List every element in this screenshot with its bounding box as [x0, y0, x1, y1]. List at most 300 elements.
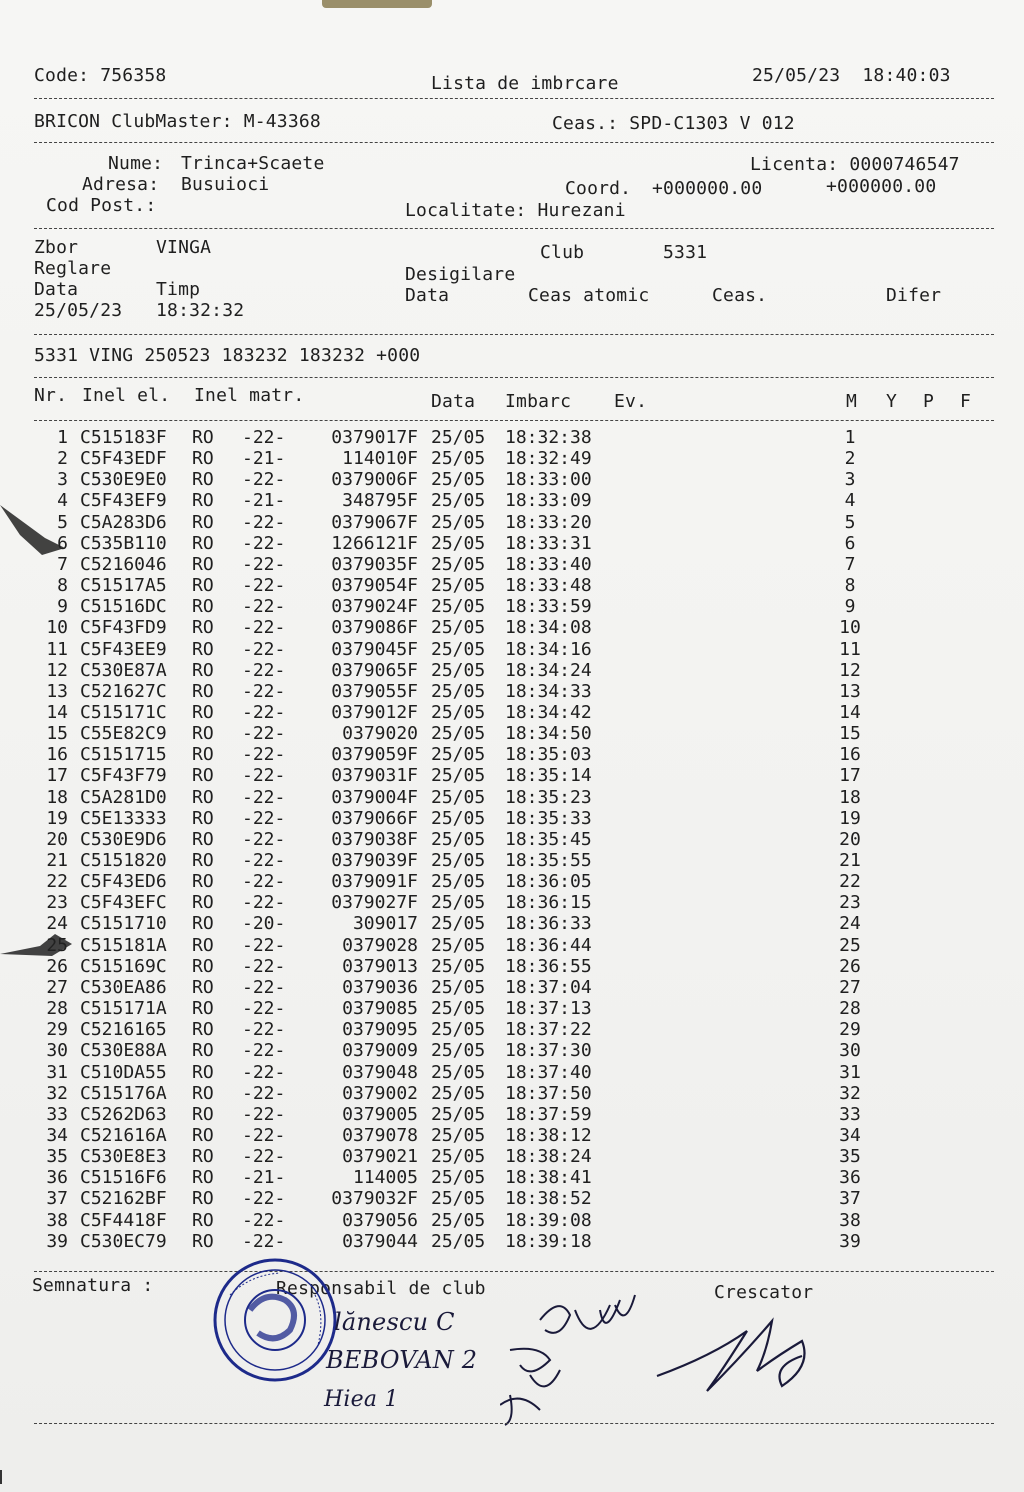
club-responsible-label: Responsabil de club [276, 1278, 486, 1299]
ring-el: C5216165 [80, 1019, 167, 1041]
rank-m: 23 [839, 892, 861, 914]
table-row [0, 808, 1024, 829]
ring-year: -22- [242, 427, 286, 448]
ring-country: RO [192, 913, 214, 935]
row-nr: 13 [46, 680, 68, 702]
row-nr: 22 [46, 871, 68, 893]
row-nr: 39 [46, 1230, 68, 1252]
ring-matr: 0379032F [331, 1188, 418, 1210]
table-row [0, 1125, 1024, 1146]
ring-matr: 0379002 [342, 1082, 418, 1104]
arrival-time: 18:34:08 [505, 617, 592, 639]
ring-country: RO [192, 553, 214, 575]
ring-year: -22- [242, 617, 286, 639]
table-row [0, 427, 1024, 448]
ring-matr: 0379021 [342, 1146, 418, 1168]
ring-matr: 0379036 [342, 976, 418, 998]
ring-matr: 0379020 [342, 723, 418, 745]
arrival-time: 18:37:04 [505, 976, 592, 998]
ring-country: RO [192, 892, 214, 914]
ring-country: RO [192, 701, 214, 723]
table-row [0, 829, 1024, 850]
col-nr: Nr. [34, 385, 68, 406]
ring-matr: 348795F [342, 490, 418, 512]
arrival-date: 25/05 [431, 807, 486, 829]
rank-m: 12 [839, 659, 861, 681]
arrival-time: 18:33:59 [505, 596, 592, 618]
ring-country: RO [192, 1082, 214, 1104]
arrival-time: 18:36:15 [505, 892, 592, 914]
ink-mark-icon [0, 500, 70, 560]
ring-matr: 0379005 [342, 1103, 418, 1125]
arrival-time: 18:33:48 [505, 575, 592, 597]
col-inel-el: Inel el. [82, 385, 171, 406]
ring-year: -22- [242, 680, 286, 702]
rank-m: 29 [839, 1019, 861, 1041]
rank-m: 28 [839, 998, 861, 1020]
ring-el: C51517A5 [80, 575, 167, 597]
row-nr: 5 [57, 511, 68, 533]
ring-matr: 0379012F [331, 701, 418, 723]
table-row [0, 533, 1024, 554]
reglare-time: 18:32:32 [156, 300, 245, 321]
device-label: BRICON ClubMaster: M-43368 [34, 111, 321, 132]
arrival-date: 25/05 [431, 765, 486, 787]
rank-m: 4 [844, 490, 856, 512]
ring-matr: 0379054F [331, 575, 418, 597]
arrival-date: 25/05 [431, 1019, 486, 1041]
ring-country: RO [192, 511, 214, 533]
timp-label: Timp [156, 279, 201, 300]
ring-year: -22- [242, 1209, 286, 1231]
divider [34, 98, 994, 99]
ring-country: RO [192, 638, 214, 660]
coord-x: +000000.00 [652, 178, 763, 199]
rank-m: 3 [844, 469, 856, 491]
arrival-date: 25/05 [431, 596, 486, 618]
rank-m: 11 [839, 638, 861, 660]
arrival-time: 18:34:42 [505, 701, 592, 723]
breeder-signature-icon [652, 1296, 822, 1406]
rank-m: 32 [839, 1082, 861, 1104]
rank-m: 2 [844, 448, 856, 470]
ring-el: C51516F6 [80, 1167, 167, 1189]
table-row [0, 744, 1024, 765]
paper-clip-edge [322, 0, 432, 8]
rank-m: 5 [844, 511, 856, 533]
row-nr: 30 [46, 1040, 68, 1062]
ring-country: RO [192, 1019, 214, 1041]
arrival-date: 25/05 [431, 976, 486, 998]
table-row [0, 1083, 1024, 1104]
arrival-date: 25/05 [431, 511, 486, 533]
rank-m: 38 [839, 1209, 861, 1231]
ring-el: C515171A [80, 998, 167, 1020]
ring-matr: 0379048 [342, 1061, 418, 1083]
arrival-time: 18:36:33 [505, 913, 592, 935]
clock-label: Ceas.: SPD-C1303 V 012 [552, 113, 795, 134]
table-row [0, 871, 1024, 892]
row-nr: 14 [46, 701, 68, 723]
ring-year: -22- [242, 1124, 286, 1146]
owner-name: Trinca+Scaete [181, 153, 325, 174]
arrival-date: 25/05 [431, 1124, 486, 1146]
ring-country: RO [192, 448, 214, 470]
col-p: P [923, 391, 935, 412]
arrival-date: 25/05 [431, 723, 486, 745]
arrival-time: 18:37:40 [505, 1061, 592, 1083]
ring-el: C5A283D6 [80, 511, 167, 533]
table-row [0, 596, 1024, 617]
arrival-date: 25/05 [431, 701, 486, 723]
ring-country: RO [192, 1167, 214, 1189]
arrival-time: 18:33:20 [505, 511, 592, 533]
row-nr: 24 [46, 913, 68, 935]
ring-year: -22- [242, 786, 286, 808]
arrival-time: 18:34:16 [505, 638, 592, 660]
arrival-date: 25/05 [431, 427, 486, 448]
table-row [0, 1188, 1024, 1209]
arrival-date: 25/05 [431, 998, 486, 1020]
table-row [0, 913, 1024, 934]
ceas-label: Ceas. [712, 285, 768, 306]
arrival-date: 25/05 [431, 1209, 486, 1231]
ring-year: -22- [242, 1103, 286, 1125]
rank-m: 39 [839, 1230, 861, 1252]
rank-m: 9 [844, 596, 856, 618]
ring-year: -22- [242, 511, 286, 533]
ring-matr: 0379009 [342, 1040, 418, 1062]
arrival-time: 18:35:14 [505, 765, 592, 787]
handwritten-name-3: Hiea 1 [324, 1387, 399, 1412]
license-number: Licenta: 0000746547 [750, 154, 960, 175]
ring-year: -22- [242, 596, 286, 618]
table-row [0, 1019, 1024, 1040]
arrival-date: 25/05 [431, 553, 486, 575]
row-nr: 18 [46, 786, 68, 808]
club-label: Club [540, 242, 585, 263]
arrival-date: 25/05 [431, 680, 486, 702]
coord-label: Coord. [565, 178, 632, 199]
ring-matr: 0379044 [342, 1230, 418, 1252]
ring-matr: 0379055F [331, 680, 418, 702]
data-label: Data [34, 279, 79, 300]
ring-matr: 0379095 [342, 1019, 418, 1041]
ring-matr: 0379059F [331, 744, 418, 766]
ring-matr: 0379065F [331, 659, 418, 681]
ring-country: RO [192, 850, 214, 871]
ring-el: C515171C [80, 701, 167, 723]
ring-matr: 0379017F [331, 427, 418, 448]
col-y: Y [886, 391, 898, 412]
row-nr: 36 [46, 1167, 68, 1189]
ring-el: C515176A [80, 1082, 167, 1104]
arrival-date: 25/05 [431, 913, 486, 935]
table-row [0, 554, 1024, 575]
ring-el: C5F4418F [80, 1209, 167, 1231]
ring-el: C5151710 [80, 913, 167, 935]
ring-country: RO [192, 828, 214, 850]
print-datetime: 25/05/23 18:40:03 [752, 65, 951, 86]
ring-matr: 114010F [342, 448, 418, 470]
divider [34, 228, 994, 229]
club-signatures-icon [500, 1290, 650, 1430]
arrival-date: 25/05 [431, 1103, 486, 1125]
ring-year: -22- [242, 1230, 286, 1252]
col-data: Data [431, 391, 476, 412]
table-row [0, 1210, 1024, 1231]
ring-country: RO [192, 807, 214, 829]
ring-country: RO [192, 1230, 214, 1252]
arrival-time: 18:35:55 [505, 850, 592, 871]
ring-el: C515183F [80, 427, 167, 448]
table-row [0, 935, 1024, 956]
table-row [0, 490, 1024, 511]
arrival-time: 18:38:52 [505, 1188, 592, 1210]
ring-country: RO [192, 744, 214, 766]
rank-m: 30 [839, 1040, 861, 1062]
table-row [0, 1040, 1024, 1061]
ring-country: RO [192, 998, 214, 1020]
row-nr: 17 [46, 765, 68, 787]
name-label: Nume: [108, 153, 164, 174]
arrival-time: 18:34:50 [505, 723, 592, 745]
arrival-time: 18:37:30 [505, 1040, 592, 1062]
ring-country: RO [192, 617, 214, 639]
table-row [0, 660, 1024, 681]
table-row [0, 448, 1024, 469]
row-nr: 2 [57, 448, 68, 470]
ring-matr: 0379006F [331, 469, 418, 491]
table-row [0, 977, 1024, 998]
table-row [0, 787, 1024, 808]
ring-year: -22- [242, 1019, 286, 1041]
ring-el: C5151820 [80, 850, 167, 871]
rank-m: 21 [839, 850, 861, 871]
ring-country: RO [192, 871, 214, 893]
arrival-date: 25/05 [431, 1188, 486, 1210]
rank-m: 13 [839, 680, 861, 702]
rank-m: 31 [839, 1061, 861, 1083]
ring-el: C5F43FD9 [80, 617, 167, 639]
row-nr: 8 [57, 575, 68, 597]
table-row [0, 681, 1024, 702]
ring-matr: 0379024F [331, 596, 418, 618]
ring-el: C515169C [80, 955, 167, 977]
rank-m: 25 [839, 934, 861, 956]
row-nr: 31 [46, 1061, 68, 1083]
ring-country: RO [192, 532, 214, 554]
arrival-date: 25/05 [431, 934, 486, 956]
ring-el: C5151715 [80, 744, 167, 766]
arrival-date: 25/05 [431, 892, 486, 914]
arrival-time: 18:39:18 [505, 1230, 592, 1252]
row-nr: 21 [46, 850, 68, 871]
ring-el: C5F43EFC [80, 892, 167, 914]
arrival-date: 25/05 [431, 1167, 486, 1189]
ring-year: -22- [242, 976, 286, 998]
ring-matr: 0379067F [331, 511, 418, 533]
ring-el: C530E9E0 [80, 469, 167, 491]
ring-el: C530EC79 [80, 1230, 167, 1252]
rank-m: 18 [839, 786, 861, 808]
arrival-date: 25/05 [431, 448, 486, 470]
ring-year: -21- [242, 490, 286, 512]
flight-name: VINGA [156, 237, 212, 258]
arrival-time: 18:36:44 [505, 934, 592, 956]
row-nr: 7 [57, 553, 68, 575]
col-imbarc: Imbarc [505, 391, 572, 412]
coord-y: +000000.00 [826, 176, 937, 197]
ring-el: C530E9D6 [80, 828, 167, 850]
arrival-time: 18:36:05 [505, 871, 592, 893]
ring-matr: 0379085 [342, 998, 418, 1020]
ring-matr: 0379086F [331, 617, 418, 639]
arrival-date: 25/05 [431, 955, 486, 977]
arrival-time: 18:33:31 [505, 532, 592, 554]
ring-matr: 0379056 [342, 1209, 418, 1231]
ring-matr: 1266121F [331, 532, 418, 554]
row-nr: 9 [57, 596, 68, 618]
rank-m: 24 [839, 913, 861, 935]
ring-matr: 0379004F [331, 786, 418, 808]
table-row [0, 702, 1024, 723]
ring-el: C530E87A [80, 659, 167, 681]
arrival-date: 25/05 [431, 638, 486, 660]
desigilare-label: Desigilare [405, 264, 516, 285]
arrival-time: 18:35:23 [505, 786, 592, 808]
table-row [0, 1062, 1024, 1083]
row-nr: 19 [46, 807, 68, 829]
ring-el: C515181A [80, 934, 167, 956]
ceas-atomic-label: Ceas atomic [528, 285, 650, 306]
ring-country: RO [192, 659, 214, 681]
owner-address: Busuioci [181, 174, 270, 195]
ring-country: RO [192, 427, 214, 448]
arrival-date: 25/05 [431, 532, 486, 554]
arrival-time: 18:35:33 [505, 807, 592, 829]
reglare-date: 25/05/23 [34, 300, 123, 321]
ring-matr: 0379027F [331, 892, 418, 914]
ring-el: C52162BF [80, 1188, 167, 1210]
ring-year: -22- [242, 1188, 286, 1210]
col-inel-matr: Inel matr. [194, 385, 305, 406]
rank-m: 37 [839, 1188, 861, 1210]
ring-year: -22- [242, 998, 286, 1020]
row-nr: 29 [46, 1019, 68, 1041]
row-nr: 4 [57, 490, 68, 512]
divider [34, 377, 994, 378]
ring-el: C530E88A [80, 1040, 167, 1062]
row-nr: 15 [46, 723, 68, 745]
locality: Localitate: Hurezani [405, 200, 626, 221]
ring-year: -22- [242, 955, 286, 977]
rank-m: 35 [839, 1146, 861, 1168]
ring-year: -22- [242, 765, 286, 787]
ring-el: C55E82C9 [80, 723, 167, 745]
table-row [0, 639, 1024, 660]
ring-year: -20- [242, 913, 286, 935]
ring-country: RO [192, 1146, 214, 1168]
divider [34, 142, 994, 143]
arrival-time: 18:33:00 [505, 469, 592, 491]
row-nr: 27 [46, 976, 68, 998]
ring-country: RO [192, 934, 214, 956]
table-row [0, 723, 1024, 744]
ring-el: C510DA55 [80, 1061, 167, 1083]
ring-year: -22- [242, 638, 286, 660]
row-nr: 16 [46, 744, 68, 766]
table-row [0, 998, 1024, 1019]
ring-year: -22- [242, 553, 286, 575]
col-ev: Ev. [614, 391, 648, 412]
ring-country: RO [192, 723, 214, 745]
ring-el: C530EA86 [80, 976, 167, 998]
table-row [0, 512, 1024, 533]
row-nr: 11 [46, 638, 68, 660]
ring-year: -22- [242, 1146, 286, 1168]
ring-matr: 309017 [352, 913, 418, 935]
col-m: M [846, 391, 858, 412]
rank-m: 33 [839, 1103, 861, 1125]
ring-el: C5262D63 [80, 1103, 167, 1125]
table-row [0, 765, 1024, 786]
arrival-time: 18:37:22 [505, 1019, 592, 1041]
table-row [0, 575, 1024, 596]
arrival-date: 25/05 [431, 469, 486, 491]
reglare-label: Reglare [34, 258, 112, 279]
row-nr: 26 [46, 955, 68, 977]
rank-m: 16 [839, 744, 861, 766]
ring-country: RO [192, 1188, 214, 1210]
ring-year: -21- [242, 1167, 286, 1189]
ring-year: -22- [242, 532, 286, 554]
ring-country: RO [192, 469, 214, 491]
rank-m: 15 [839, 723, 861, 745]
ring-country: RO [192, 490, 214, 512]
divider [34, 1423, 994, 1424]
arrival-date: 25/05 [431, 1230, 486, 1252]
arrival-time: 18:38:41 [505, 1167, 592, 1189]
ring-country: RO [192, 765, 214, 787]
row-nr: 3 [57, 469, 68, 491]
arrival-time: 18:33:40 [505, 553, 592, 575]
ring-year: -22- [242, 1040, 286, 1062]
ring-year: -22- [242, 807, 286, 829]
postal-label: Cod Post.: [46, 195, 157, 216]
ring-country: RO [192, 680, 214, 702]
ring-el: C530E8E3 [80, 1146, 167, 1168]
arrival-date: 25/05 [431, 871, 486, 893]
rank-m: 22 [839, 871, 861, 893]
table-row [0, 850, 1024, 871]
arrival-time: 18:36:55 [505, 955, 592, 977]
ring-year: -22- [242, 575, 286, 597]
difer-label: Difer [886, 285, 942, 306]
ring-matr: 0379066F [331, 807, 418, 829]
ring-el: C5F43ED6 [80, 871, 167, 893]
ring-year: -22- [242, 1082, 286, 1104]
arrival-time: 18:32:49 [505, 448, 592, 470]
ring-el: C5216046 [80, 553, 167, 575]
row-nr: 28 [46, 998, 68, 1020]
club-number: 5331 [663, 242, 708, 263]
ring-country: RO [192, 786, 214, 808]
table-row [0, 1167, 1024, 1188]
arrival-date: 25/05 [431, 617, 486, 639]
arrival-date: 25/05 [431, 1040, 486, 1062]
rank-m: 34 [839, 1124, 861, 1146]
